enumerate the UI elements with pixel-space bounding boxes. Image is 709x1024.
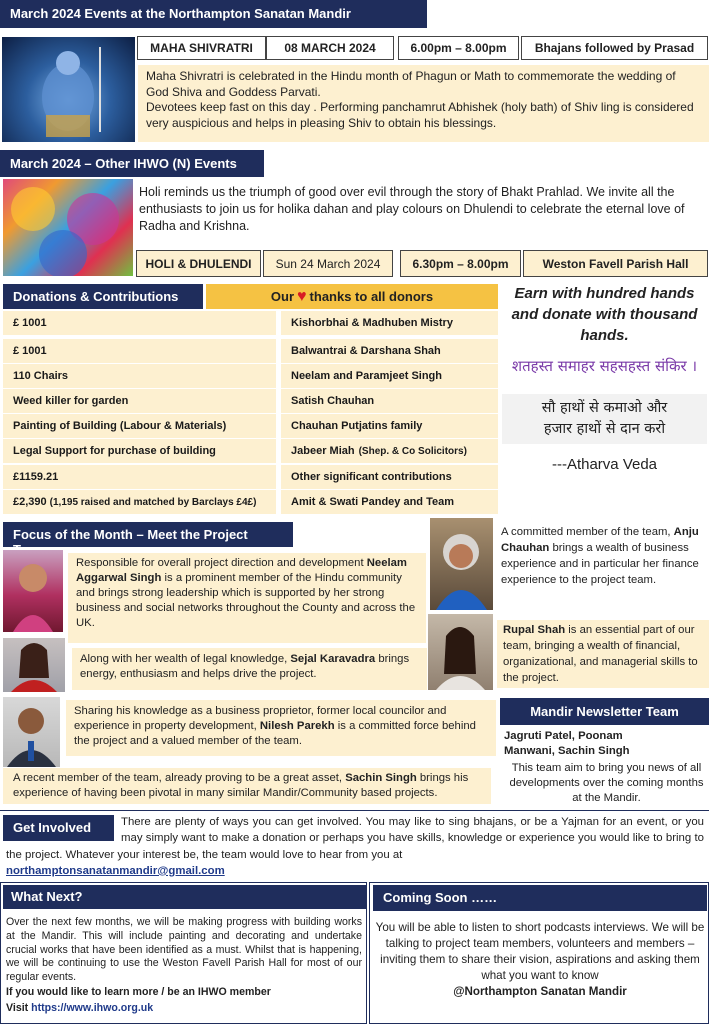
coming-soon-body <box>375 920 705 1000</box>
donation-amount-6 <box>3 465 276 489</box>
anju-card <box>497 522 709 608</box>
holi-date-cell <box>263 250 393 277</box>
sejal-text-post: brings energy, enthusiasm and helps drive the project. <box>80 653 410 680</box>
donation-amount-text: Painting of Building (Labour & Materials) <box>13 420 227 432</box>
quote-sanskrit: शतहस्त समाहर सहसहस्त संकिर । <box>511 357 698 375</box>
thanks-post: thanks to all donors <box>309 289 434 304</box>
quote-english: Earn with hundred hands and donate with thousand hands. <box>511 285 698 344</box>
coming-soon-text: You will be able to listen to short podcasts interviews. We will be talking to project team members, volunteers and members – inviting them to share their vision, aspirations and asking them what you want to know <box>375 921 705 982</box>
get-involved-text: There are plenty of ways you can get involved. You may like to sing bhajans, or be a Yajman for an event, or you may simply want to make a donation or perhaps you have skills, knowledge or experience you would like to bring to the project. Whatever your interest be, the team would love to hear from you at <box>6 816 704 861</box>
sejal-card <box>72 648 427 690</box>
donation-amount-7 <box>3 490 276 514</box>
neelam-photo <box>3 550 63 632</box>
event-date: 08 MARCH 2024 <box>284 41 376 55</box>
event-name-cell <box>137 36 266 60</box>
donation-amount-text: £ 1001 <box>13 345 47 357</box>
nilesh-text-pre: Sharing his knowledge as a business proprietor, former local councilor and experience in property development, <box>74 705 447 732</box>
newsletter-title-text: Mandir Newsletter Team <box>530 704 679 719</box>
neelam-name: Neelam Aggarwal Singh <box>76 557 407 584</box>
quote-hindi-line-1: सौ हाथों से कमाओ और <box>541 400 668 416</box>
event-time-cell <box>398 36 519 60</box>
holi-description <box>137 184 707 235</box>
donation-donor-7 <box>281 490 498 514</box>
donation-donor-2 <box>281 364 498 388</box>
nilesh-card <box>66 700 496 756</box>
email-link[interactable]: northamptonsanatanmandir@gmail.com <box>6 864 225 877</box>
what-next-visit <box>6 1002 362 1016</box>
what-next-title-text: What Next? <box>11 889 83 904</box>
newsletter-title <box>500 698 709 725</box>
shivratri-description <box>138 65 709 142</box>
neelam-card <box>68 553 426 643</box>
neelam-text-post: is a prominent member of the Hindu community and brings strong leadership which is supported by her strong business and social networks throughout the County and across the UK. <box>76 572 416 629</box>
donation-donor-text: Neelam and Paramjeet Singh <box>291 370 442 382</box>
sachin-card <box>3 768 491 804</box>
donation-amount-text: £2,390 <box>13 496 47 508</box>
holi-image <box>3 179 133 276</box>
what-next-title <box>3 885 366 909</box>
coming-soon-handle[interactable]: @Northampton Sanatan Mandir <box>453 985 627 998</box>
donation-amount-note: (1,195 raised and matched by Barclays £4£) <box>49 496 257 508</box>
anju-name: Anju Chauhan <box>501 526 699 554</box>
shivratri-para-2: Devotees keep fast on this day . Performing panchamrut Abhishek (holy bath) of Shiv ling is considered very auspicious and helps in pleasing Shiv to obtain his blessings. <box>146 100 694 130</box>
focus-title <box>3 522 293 547</box>
sejal-name: Sejal Karavadra <box>290 653 376 665</box>
donation-amount-1 <box>3 339 276 363</box>
donations-title-text: Donations & Contributions <box>13 289 179 304</box>
quote-hindi-box <box>502 394 707 444</box>
donations-title <box>3 284 203 309</box>
visit-label: Visit <box>6 1001 29 1014</box>
event-time: 6.00pm – 8.00pm <box>410 41 507 55</box>
get-involved-text-block <box>6 814 704 879</box>
event-name: MAHA SHIVRATRI <box>150 41 253 55</box>
thanks-banner <box>206 284 498 309</box>
rupal-text-post: is an essential part of our team, bringing a wealth of financial, organizational, and managerial skills to the project. <box>503 624 698 684</box>
what-next-text: Over the next few months, we will be making progress with building works at the Mandir. This will include painting and decorating and undertake crucial works that have been identified as a must. Whilst that is happening, we will be continuing to use the Weston Favell Parish Hall for most of our regular events. <box>6 916 362 984</box>
donation-donor-6 <box>281 465 498 489</box>
holi-venue-cell <box>523 250 708 277</box>
donation-donor-0 <box>281 311 498 335</box>
quote-block <box>500 280 709 490</box>
holi-name-cell <box>136 250 261 277</box>
neelam-text-pre: Responsible for overall project direction and development <box>76 557 364 569</box>
donation-amount-2 <box>3 364 276 388</box>
quote-hindi-line-2: हजार हाथों से दान करो <box>543 421 666 437</box>
ihwo-link[interactable]: https://www.ihwo.org.uk <box>31 1001 154 1014</box>
donation-amount-text: Legal Support for purchase of building <box>13 445 216 457</box>
newsletter-body <box>500 729 709 807</box>
donation-amount-text: £1159.21 <box>13 471 59 483</box>
coming-soon-title-text: Coming Soon …… <box>383 890 498 905</box>
rupal-card <box>497 620 709 688</box>
anju-photo <box>430 518 493 610</box>
holi-time-cell <box>400 250 521 277</box>
donation-donor-note: (Shep. & Co Solicitors) <box>358 445 467 457</box>
coming-soon-title <box>373 885 707 911</box>
holi-time: 6.30pm – 8.00pm <box>412 256 509 271</box>
event-date-cell <box>266 36 394 60</box>
donation-donor-3 <box>281 389 498 413</box>
other-events-title-text: March 2024 – Other IHWO (N) Events <box>10 156 237 171</box>
holi-date: Sun 24 March 2024 <box>275 256 381 271</box>
focus-title-text: Focus of the Month – Meet the Project <box>13 527 248 542</box>
other-events-title <box>0 150 264 177</box>
what-next-body <box>6 916 362 1016</box>
donation-donor-4 <box>281 414 498 438</box>
march-events-title <box>0 0 427 28</box>
donation-amount-text: Weed killer for garden <box>13 395 129 407</box>
donation-amount-text: £ 1001 <box>13 317 47 329</box>
rupal-photo <box>428 614 493 690</box>
nilesh-photo <box>3 697 60 767</box>
get-involved-title-text: Get Involved <box>13 820 92 835</box>
nilesh-text-post: is a committed force behind the project and a valued member of the team. <box>74 720 476 747</box>
donation-donor-text: Satish Chauhan <box>291 395 375 407</box>
anju-text-pre: A committed member of the team, <box>501 526 671 538</box>
newsletter-names: Jagruti Patel, Poonam Manwani, Sachin Singh <box>504 730 630 757</box>
march-events-title-text: March 2024 Events at the Northampton Sanatan Mandir <box>10 6 351 21</box>
donation-amount-3 <box>3 389 276 413</box>
get-involved-float <box>6 814 121 846</box>
holi-name: HOLI & DHULENDI <box>145 256 252 271</box>
event-note-cell <box>521 36 708 60</box>
event-note: Bhajans followed by Prasad <box>534 41 695 55</box>
rupal-name: Rupal Shah <box>503 624 566 636</box>
donation-donor-text: Chauhan Putjatins family <box>291 420 423 432</box>
sachin-text-post: brings his experience of having been pivotal in many similar Mandir/Community based projects. <box>13 772 469 799</box>
sachin-text-pre: A recent member of the team, already proving to be a great asset, <box>13 772 343 784</box>
thanks-pre: Our <box>270 289 295 304</box>
shiva-image <box>2 37 135 142</box>
sachin-name: Sachin Singh <box>345 772 417 784</box>
what-next-learn: If you would like to learn more / be an IHWO member <box>6 985 271 998</box>
donation-amount-4 <box>3 414 276 438</box>
donation-amount-5 <box>3 439 276 463</box>
donation-donor-text: Other significant contributions <box>291 471 452 483</box>
donation-amount-text: 110 Chairs <box>13 370 69 382</box>
anju-text-post: brings a wealth of business experience and in particular her finance experience to the project team. <box>501 542 699 586</box>
nilesh-name: Nilesh Parekh <box>259 720 335 732</box>
sejal-photo <box>3 638 65 692</box>
donation-amount-0 <box>3 311 276 335</box>
donation-donor-text: Balwantrai & Darshana Shah <box>291 345 441 357</box>
sejal-text-pre: Along with her wealth of legal knowledge, <box>80 653 288 665</box>
holi-text: Holi reminds us the triumph of good over evil through the story of Bhakt Prahlad. We invite all the enthusiasts to join us for holika dahan and play colours on Dhulendi to celebrate the eternal love of Radha and Krishna. <box>139 185 685 233</box>
donation-donor-1 <box>281 339 498 363</box>
shivratri-para-1: Maha Shivratri is celebrated in the Hindu month of Phagun or Math to commemorate the wedding of God Shiva and Goddess Parvati. <box>146 69 676 99</box>
heart-icon: ♥ <box>297 287 307 305</box>
donation-donor-5 <box>281 439 498 463</box>
quote-source: ---Atharva Veda <box>551 456 658 473</box>
donation-donor-text: Kishorbhai & Madhuben Mistry <box>291 317 453 329</box>
newsletter-text: This team aim to bring you news of all developments over the coming months at the Mandir. <box>509 762 704 804</box>
donation-donor-text: Jabeer Miah <box>291 445 355 457</box>
holi-venue: Weston Favell Parish Hall <box>542 256 689 271</box>
donation-donor-text: Amit & Swati Pandey and Team <box>291 496 455 508</box>
